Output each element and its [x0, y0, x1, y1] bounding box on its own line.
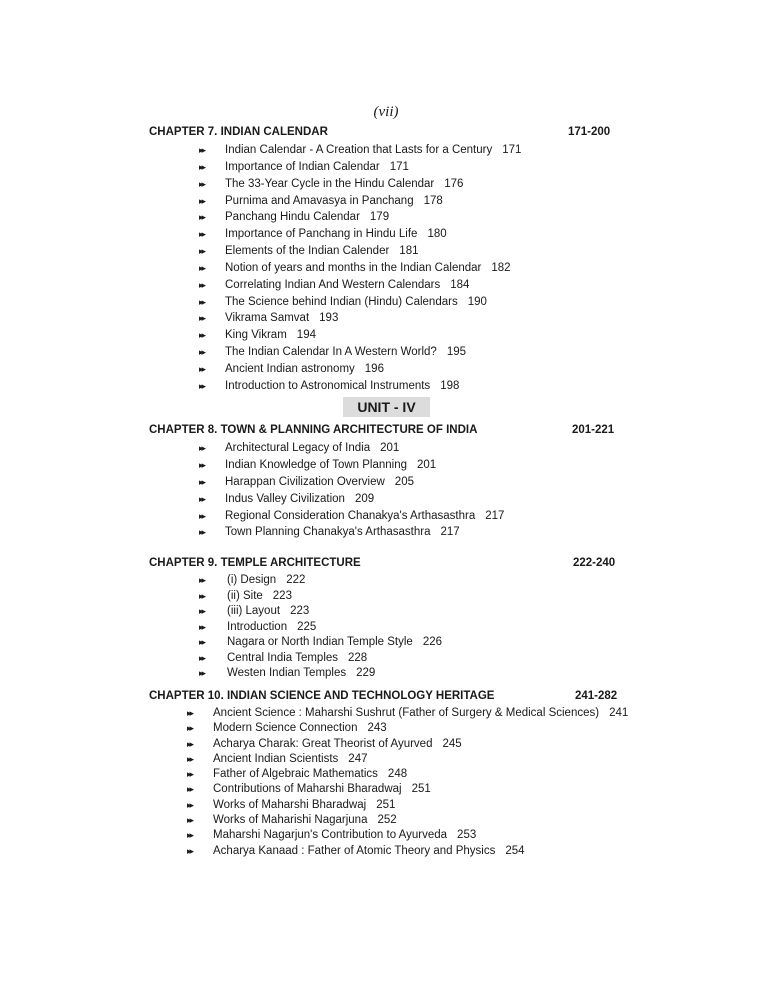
toc-entry-label [225, 361, 384, 378]
toc-entry-label [213, 782, 431, 797]
toc-entry-page: 193 [319, 312, 339, 325]
toc-entry-label [225, 294, 487, 311]
toc-entry-label [213, 737, 462, 752]
toc-entry-title: Westen Indian Temples [227, 667, 347, 679]
toc-entry-label [225, 440, 399, 457]
toc-entry[interactable] [0, 176, 772, 193]
toc-entry-page: 251 [376, 798, 396, 811]
double-arrow-bullet-icon: ▸▸ [187, 830, 193, 841]
double-arrow-bullet-icon: ▸▸ [199, 575, 205, 585]
double-arrow-bullet-icon: ▸▸ [199, 668, 205, 678]
toc-entry-page: 176 [444, 177, 464, 190]
toc-entry-title: Introduction to Astronomical Instruments [225, 379, 431, 392]
toc-entry[interactable] [0, 782, 772, 797]
toc-entry-label [213, 844, 525, 859]
toc-entry-page: 241 [609, 707, 629, 719]
double-arrow-bullet-icon: ▸▸ [199, 527, 205, 538]
toc-entry-label [225, 226, 447, 243]
toc-entry[interactable] [0, 474, 772, 491]
toc-list [0, 440, 772, 541]
toc-entry-title: Architectural Legacy of India [225, 442, 371, 454]
toc-entry[interactable] [0, 344, 772, 361]
double-arrow-bullet-icon: ▸▸ [199, 262, 205, 273]
toc-entry[interactable] [0, 209, 772, 226]
toc-entry-page: 217 [485, 509, 505, 522]
double-arrow-bullet-icon: ▸▸ [187, 753, 193, 764]
toc-entry-label [213, 706, 628, 721]
double-arrow-bullet-icon: ▸▸ [199, 313, 205, 324]
toc-entry-page: 226 [422, 636, 442, 648]
toc-entry[interactable] [0, 752, 772, 767]
toc-entry-label [213, 721, 387, 736]
toc-entry-title: Indian Knowledge of Town Planning [225, 458, 408, 471]
chapter-page-range: 222-240 [573, 557, 616, 569]
double-arrow-bullet-icon: ▸▸ [187, 723, 193, 734]
double-arrow-bullet-icon: ▸▸ [199, 459, 205, 470]
double-arrow-bullet-icon: ▸▸ [199, 652, 205, 663]
double-arrow-bullet-icon: ▸▸ [199, 279, 205, 290]
toc-entry[interactable] [0, 706, 772, 721]
toc-list [0, 142, 772, 395]
toc-entry-label [225, 344, 466, 361]
double-arrow-bullet-icon: ▸▸ [187, 708, 193, 718]
toc-entry-page: 201 [417, 458, 437, 471]
toc-entry-page: 184 [450, 278, 470, 291]
toc-entry-label [227, 604, 309, 620]
double-arrow-bullet-icon: ▸▸ [199, 380, 205, 391]
toc-entry-title: The Indian Calendar In A Western World? [225, 346, 437, 359]
toc-entry[interactable] [0, 142, 772, 159]
toc-entry-label [227, 620, 316, 636]
chapter-page-range: 241-282 [575, 690, 618, 702]
toc-entry-page: 180 [427, 228, 447, 241]
toc-entry-page: 247 [348, 752, 368, 765]
toc-entry-title: Panchang Hindu Calendar [225, 211, 360, 224]
double-arrow-bullet-icon: ▸▸ [199, 246, 205, 257]
chapter-title: CHAPTER 10. INDIAN SCIENCE AND TECHNOLOGY HERITAGE [149, 690, 495, 702]
toc-entry-title: Introduction [227, 620, 288, 633]
double-arrow-bullet-icon: ▸▸ [199, 476, 205, 487]
toc-entry[interactable] [0, 440, 772, 457]
chapter-10-section [0, 690, 772, 859]
toc-entry[interactable] [0, 294, 772, 311]
double-arrow-bullet-icon: ▸▸ [199, 493, 205, 504]
toc-entry-title: Works of Maharshi Bharadwaj [213, 798, 367, 811]
toc-entry[interactable] [0, 798, 772, 813]
toc-entry-page: 195 [446, 346, 466, 359]
toc-entry-label [225, 193, 443, 210]
toc-entry-title: The Science behind Indian (Hindu) Calendars [225, 295, 458, 308]
toc-entry-title: Ancient Science : Maharshi Sushrut (Father of Surgery & Medical Sciences) [213, 707, 600, 719]
toc-entry-title: Correlating Indian And Western Calendars [225, 278, 441, 291]
toc-entry-label [225, 209, 389, 226]
toc-entry-label [225, 159, 409, 176]
toc-entry-title: (ii) Site [227, 589, 263, 602]
toc-entry-page: 171 [502, 144, 522, 156]
toc-entry-page: 229 [356, 667, 376, 679]
toc-list [0, 573, 772, 682]
toc-entry-label [225, 457, 436, 474]
toc-entry[interactable] [0, 193, 772, 210]
toc-entry-page: 225 [297, 620, 317, 633]
toc-entry-title: Contributions of Maharshi Bharadwaj [213, 783, 402, 796]
toc-entry-label [225, 508, 504, 525]
toc-entry-page: 228 [348, 651, 368, 664]
toc-entry-page: 252 [377, 814, 397, 827]
chapter-title: CHAPTER 8. TOWN & PLANNING ARCHITECTURE OF INDIA [149, 424, 478, 436]
toc-entry-page: 205 [394, 475, 414, 488]
toc-entry-label [213, 767, 407, 782]
toc-entry[interactable] [0, 635, 772, 651]
toc-entry-page: 223 [290, 605, 310, 617]
toc-entry-page: 181 [399, 245, 419, 258]
double-arrow-bullet-icon: ▸▸ [187, 815, 193, 826]
toc-entry-page: 222 [286, 574, 306, 586]
toc-entry-label [225, 277, 469, 294]
toc-entry[interactable] [0, 159, 772, 176]
toc-entry-label [213, 828, 476, 843]
toc-entry-page: 190 [467, 295, 487, 308]
page-number: (vii) [373, 104, 399, 120]
toc-entry-label [225, 142, 521, 159]
double-arrow-bullet-icon: ▸▸ [187, 738, 193, 749]
toc-entry-title: Indian Calendar - A Creation that Lasts for a Century [225, 144, 493, 156]
toc-entry[interactable] [0, 491, 772, 508]
toc-entry[interactable] [0, 226, 772, 243]
toc-entry-title: Maharshi Nagarjun's Contribution to Ayurveda [213, 829, 448, 842]
toc-entry-title: Elements of the Indian Calender [225, 245, 390, 258]
toc-entry[interactable] [0, 524, 772, 541]
chapter-title: CHAPTER 7. INDIAN CALENDAR [149, 126, 328, 138]
toc-entry-title: Works of Maharishi Nagarjuna [213, 814, 368, 827]
toc-entry-page: 251 [411, 783, 431, 796]
toc-entry-title: Harappan Civilization Overview [225, 475, 385, 488]
double-arrow-bullet-icon: ▸▸ [199, 330, 205, 341]
toc-entry-label [225, 474, 414, 491]
toc-entry-page: 201 [380, 442, 400, 454]
toc-entry-page: 248 [387, 768, 408, 781]
toc-entry[interactable] [0, 721, 772, 736]
double-arrow-bullet-icon: ▸▸ [199, 145, 205, 155]
toc-entry-label [227, 573, 305, 589]
chapter-page-range: 171-200 [568, 126, 611, 138]
toc-entry-label [225, 327, 316, 344]
double-arrow-bullet-icon: ▸▸ [199, 590, 205, 601]
toc-entry[interactable] [0, 508, 772, 525]
toc-entry-page: 253 [457, 829, 477, 842]
chapter-7-section [0, 126, 772, 395]
chapter-heading[interactable] [0, 690, 772, 706]
toc-entry-label [213, 752, 367, 767]
chapter-heading[interactable] [0, 424, 772, 440]
toc-entry-title: Indus Valley Civilization [225, 492, 345, 505]
toc-entry-title: Regional Consideration Chanakya's Arthasasthra [225, 509, 476, 522]
toc-entry-label [225, 524, 460, 541]
double-arrow-bullet-icon: ▸▸ [199, 195, 205, 206]
chapter-heading[interactable] [0, 126, 772, 142]
toc-entry[interactable] [0, 828, 772, 843]
double-arrow-bullet-icon: ▸▸ [199, 296, 205, 307]
double-arrow-bullet-icon: ▸▸ [199, 229, 205, 240]
toc-entry-label [225, 378, 459, 395]
chapter-page-range: 201-221 [572, 424, 615, 436]
toc-entry-title: Modern Science Connection [213, 722, 358, 735]
chapter-heading[interactable] [0, 557, 772, 573]
toc-entry-title: Acharya Kanaad : Father of Atomic Theory and Physics [213, 844, 496, 857]
toc-entry-title: The 33-Year Cycle in the Hindu Calendar [225, 177, 435, 190]
toc-entry-title: Ancient Indian Scientists [213, 752, 339, 765]
toc-entry-title: Importance of Panchang in Hindu Life [225, 228, 418, 241]
toc-entry-page: 182 [491, 261, 511, 274]
toc-entry-page: 217 [440, 526, 460, 539]
toc-entry-label [227, 651, 367, 667]
double-arrow-bullet-icon: ▸▸ [199, 606, 205, 616]
toc-entry-page: 209 [354, 492, 375, 505]
double-arrow-bullet-icon: ▸▸ [199, 510, 205, 521]
toc-entry-title: Acharya Charak: Great Theorist of Ayurved [213, 737, 433, 750]
toc-entry[interactable] [0, 737, 772, 752]
toc-entry-title: Importance of Indian Calendar [225, 160, 380, 173]
toc-entry[interactable] [0, 844, 772, 859]
toc-entry-page: 223 [272, 589, 292, 602]
toc-entry[interactable] [0, 620, 772, 636]
chapter-title: CHAPTER 9. TEMPLE ARCHITECTURE [149, 557, 361, 569]
toc-entry-page: 243 [367, 722, 387, 735]
double-arrow-bullet-icon: ▸▸ [199, 637, 205, 647]
double-arrow-bullet-icon: ▸▸ [187, 799, 193, 810]
toc-entry-title: Ancient Indian astronomy [225, 362, 355, 375]
toc-entry-title: King Vikram [225, 329, 287, 342]
toc-entry-page: 179 [369, 211, 390, 224]
toc-entry-page: 254 [505, 844, 525, 857]
toc-entry-title: Notion of years and months in the Indian Calendar [225, 261, 482, 274]
toc-entry-page: 196 [364, 362, 384, 375]
double-arrow-bullet-icon: ▸▸ [199, 363, 205, 374]
toc-entry[interactable] [0, 277, 772, 294]
toc-list [0, 706, 772, 859]
toc-entry-title: Purnima and Amavasya in Panchang [225, 194, 414, 207]
toc-entry-title: Nagara or North Indian Temple Style [227, 636, 413, 648]
toc-entry[interactable] [0, 813, 772, 828]
toc-entry-label [225, 491, 374, 508]
toc-entry-title: (iii) Layout [227, 605, 281, 617]
toc-entry-title: Father of Algebraic Mathematics [213, 768, 378, 781]
toc-entry-label [225, 176, 463, 193]
toc-entry[interactable] [0, 767, 772, 782]
toc-entry[interactable] [0, 666, 772, 682]
toc-entry-label [227, 635, 442, 651]
double-arrow-bullet-icon: ▸▸ [199, 443, 205, 453]
toc-entry[interactable] [0, 327, 772, 344]
toc-entry-label [225, 243, 418, 260]
toc-entry-title: Central India Temples [227, 651, 339, 664]
toc-entry[interactable] [0, 361, 772, 378]
toc-entry-page: 178 [423, 194, 443, 207]
toc-entry[interactable] [0, 378, 772, 395]
toc-entry-title: Vikrama Samvat [225, 312, 310, 325]
toc-entry-title: (i) Design [227, 574, 277, 586]
toc-entry-page: 171 [389, 160, 409, 173]
toc-entry[interactable] [0, 604, 772, 620]
double-arrow-bullet-icon: ▸▸ [199, 347, 205, 358]
chapter-9-section [0, 557, 772, 682]
toc-entry[interactable] [0, 589, 772, 605]
toc-entry-label [213, 813, 397, 828]
toc-entry-label [227, 666, 375, 682]
toc-entry-page: 194 [296, 329, 316, 342]
toc-entry-page: 245 [442, 737, 462, 750]
toc-entry[interactable] [0, 260, 772, 277]
toc-entry[interactable] [0, 243, 772, 260]
double-arrow-bullet-icon: ▸▸ [199, 178, 205, 189]
toc-entry[interactable] [0, 651, 772, 667]
toc-entry[interactable] [0, 573, 772, 589]
toc-entry-label [225, 260, 511, 277]
toc-entry-label [227, 589, 292, 605]
toc-entry-page: 198 [440, 379, 460, 392]
toc-entry-title: Town Planning Chanakya's Arthasasthra [225, 526, 431, 539]
double-arrow-bullet-icon: ▸▸ [187, 845, 193, 856]
toc-entry-label [225, 310, 338, 327]
toc-entry[interactable] [0, 457, 772, 474]
toc-entry-label [213, 798, 395, 813]
unit-heading: UNIT - IV [343, 397, 430, 417]
chapter-8-section [0, 424, 772, 541]
double-arrow-bullet-icon: ▸▸ [199, 212, 205, 223]
double-arrow-bullet-icon: ▸▸ [199, 161, 205, 172]
double-arrow-bullet-icon: ▸▸ [187, 784, 193, 795]
double-arrow-bullet-icon: ▸▸ [199, 621, 205, 632]
toc-entry[interactable] [0, 310, 772, 327]
double-arrow-bullet-icon: ▸▸ [187, 769, 193, 780]
